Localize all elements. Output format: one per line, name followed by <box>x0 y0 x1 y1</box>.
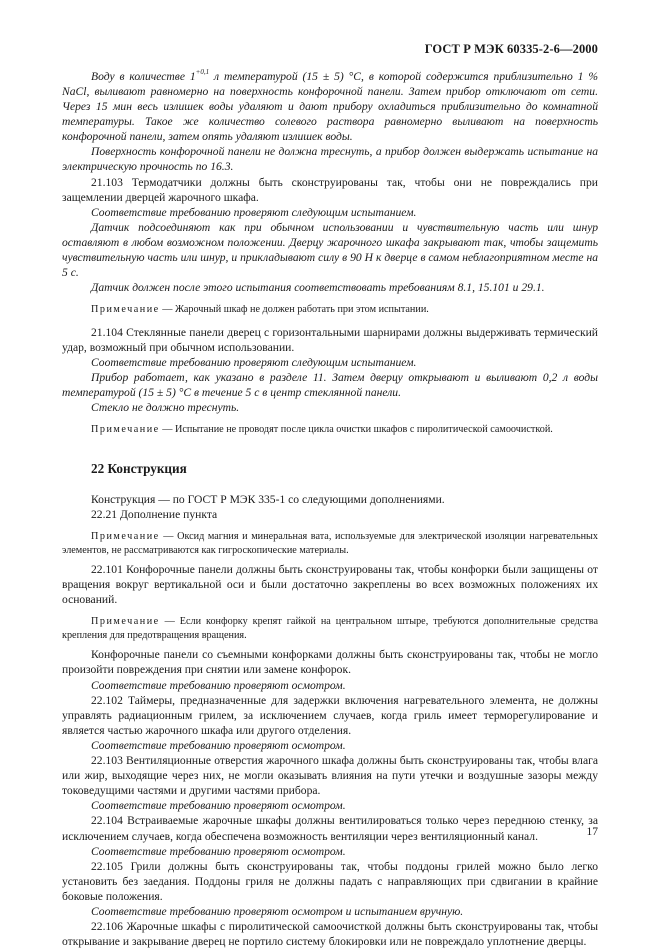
paragraph: Конфорочные панели со съемными конфорками должны быть сконструированы так, чтобы не могло произойти повреждения при снятии или замене конфорок. <box>62 648 598 677</box>
clause-22-106: 22.106 Жарочные шкафы с пиролитической самоочисткой должны быть сконструированы так, чтобы открывание и закрывание дверец не портило систему блокировки или не повреждало уплотнение дверцы. <box>62 920 598 949</box>
note-label: Примечание <box>91 531 160 543</box>
note-label: Примечание <box>91 424 160 436</box>
clause-22-102: 22.102 Таймеры, предназначенные для задержки включения нагревательного элемента, не должны управлять радиационным грилем, за исключением случаев, когда гриль имеет терморегулирование и является частью жарочного шкафа или другого отделения. <box>62 693 598 737</box>
note-text: — Если конфорку крепят гайкой на центральном штыре, требуются дополнительные средства крепления для предотвращения вращения. <box>62 616 598 641</box>
clause-22-103: 22.103 Вентиляционные отверстия жарочного шкафа должны быть сконструированы так, чтобы влага или жир, выходящие через них, не могли оказывать влияния на пути утечки и воздушные зазоры между токоведущими частями и другими частями прибора. <box>62 754 598 798</box>
compliance-check: Соответствие требованию проверяют осмотром. <box>91 844 346 858</box>
clause-21-103: 21.103 Термодатчики должны быть сконструированы так, чтобы они не повреждались при защемлении дверцей жарочного шкафа. <box>62 175 598 204</box>
paragraph <box>62 66 598 144</box>
compliance-check: Соответствие требованию проверяют следующим испытанием. <box>91 205 417 219</box>
note <box>62 423 598 437</box>
clause-22-104: 22.104 Встраиваемые жарочные шкафы должны вентилироваться только через переднюю стенку, за исключением случаев, когда обеспечена возможность вентиляции через вентиляционный канал. <box>62 814 598 843</box>
page-number: 17 <box>586 826 598 838</box>
compliance-check: Соответствие требованию проверяют осмотром и испытанием вручную. <box>91 904 464 918</box>
paragraph: Поверхность конфорочной панели не должна треснуть, а прибор должен выдержать испытание на электрическую прочность по 16.3. <box>62 145 598 174</box>
text-run: л температурой (15 ± 5) °С, в которой содержится приблизительно 1 % NaCl, выливают равномерно на поверхность конфорочной панели. Затем прибор отключают от сети. Через 15 мин весь излишек воды удаляют и дают прибору охладиться приблизительно до комнатной температуры. Такое же количество солевого раствора равномерно выливают на поверхность конфорочной панели, затем опять удаляют излишек воды. <box>62 69 598 144</box>
paragraph: Прибор работает, как указано в разделе 11. Затем дверцу открывают и выливают 0,2 л воды температурой (15 ± 5) °С в течение 5 с в центр стеклянной панели. <box>62 371 598 400</box>
compliance-check: Соответствие требованию проверяют осмотром. <box>91 799 346 813</box>
clause-22-21: 22.21 Дополнение пункта <box>91 508 218 522</box>
standard-header: ГОСТ Р МЭК 60335-2-6—2000 <box>424 42 598 56</box>
note-text: — Оксид магния и минеральная вата, используемые для электрической изоляции нагревательных элементов, не рассматриваются как гигроскопические материалы. <box>62 531 598 556</box>
compliance-check: Соответствие требованию проверяют осмотром. <box>91 678 346 692</box>
paragraph: Датчик подсоединяют как при обычном использовании и чувствительную часть или шнур оставляют в любом возможном положении. Дверцу жарочного шкафа закрывают так, чтобы защемить чувствительную часть или шнур, и прикладывают силу в 90 Н к дверце в самом неблагоприятном месте на 5 с. <box>62 220 598 280</box>
note <box>62 615 598 642</box>
clause-21-104: 21.104 Стеклянные панели дверец с горизонтальными шарнирами должны выдерживать термический удар, возможный при обычном использовании. <box>62 325 598 354</box>
note <box>62 303 598 317</box>
compliance-check: Соответствие требованию проверяют следующим испытанием. <box>91 355 417 369</box>
paragraph: Конструкция — по ГОСТ Р МЭК 335-1 со следующими дополнениями. <box>91 492 445 506</box>
document-body <box>62 66 598 949</box>
note-label: Примечание <box>91 616 160 628</box>
tolerance-superscript: +0,1 <box>195 68 210 76</box>
note-text: — Жарочный шкаф не должен работать при этом испытании. <box>159 304 429 316</box>
clause-22-101: 22.101 Конфорочные панели должны быть сконструированы так, чтобы конфорки были защищены от вращения вокруг вертикальной оси и были достаточно закреплены во всех возможных положениях их оснований. <box>62 563 598 607</box>
clause-22-105: 22.105 Грили должны быть сконструированы так, чтобы поддоны грилей можно было легко установить без заедания. Поддоны гриля не должны падать с направляющих при сдвигании в крайние боковые положения. <box>62 859 598 903</box>
text-run: Воду в количестве 1 <box>91 69 196 83</box>
compliance-check: Соответствие требованию проверяют осмотром. <box>91 738 346 752</box>
paragraph: Датчик должен после этого испытания соответствовать требованиям 8.1, 15.101 и 29.1. <box>91 281 545 295</box>
note-text: — Испытание не проводят после цикла очистки шкафов с пиролитической самоочисткой. <box>159 424 553 436</box>
note <box>62 530 598 557</box>
paragraph: Стекло не должно треснуть. <box>91 401 240 415</box>
section-title: 22 Конструкция <box>91 460 187 476</box>
note-label: Примечание <box>91 304 160 316</box>
